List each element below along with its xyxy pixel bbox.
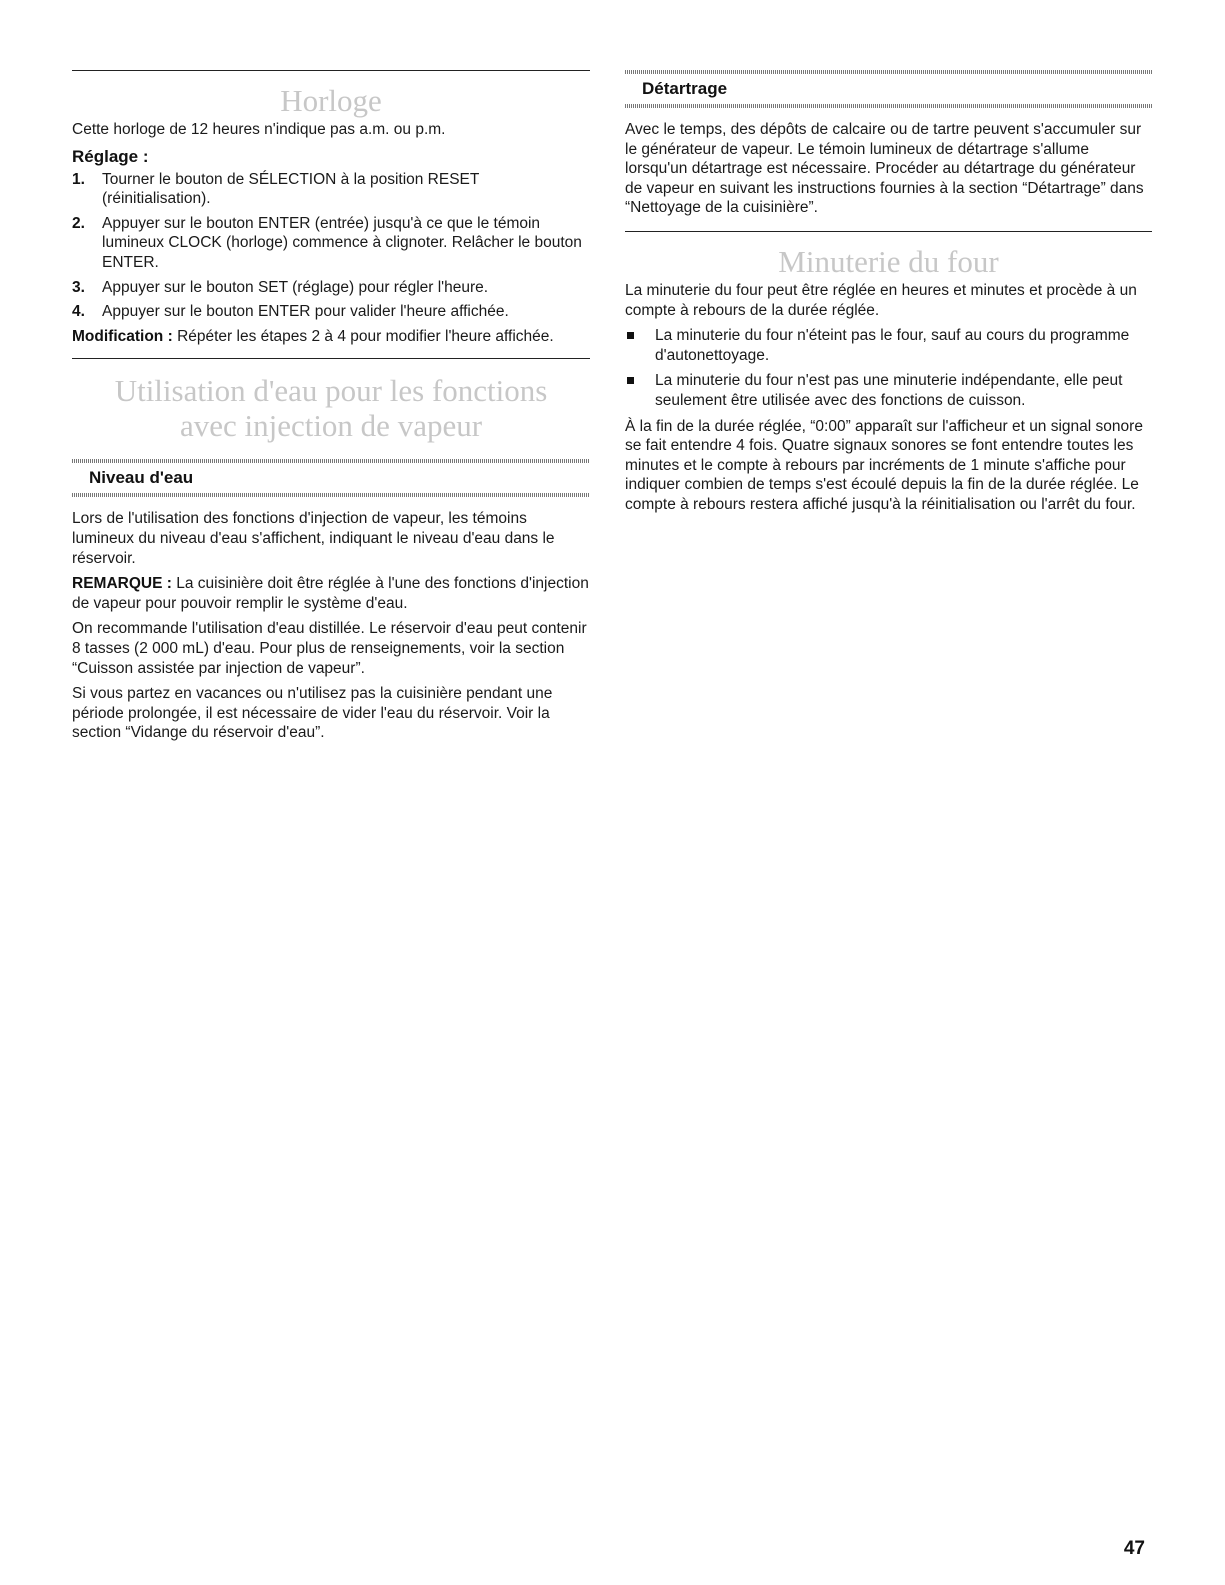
minuterie-bullets [625, 326, 1152, 410]
horloge-title: Horloge [280, 83, 382, 118]
remarque-text: La cuisinière doit être réglée à l'une des fonctions d'injection de vapeur pour pouvoir remplir le système d'eau. [72, 575, 589, 612]
modification-text: Répéter les étapes 2 à 4 pour modifier l'heure affichée. [177, 327, 554, 345]
section-divider [72, 70, 590, 71]
step-item [72, 302, 590, 322]
detartrage-heading: Détartrage [642, 79, 728, 98]
detartrage-paragraph: Avec le temps, des dépôts de calcaire ou de tartre peuvent s'accumuler sur le générateur de vapeur. Le témoin lumineux de détartrage s'allume lorsqu'un détartrage est nécessaire. Procéder au détartrage du générateur de vapeur en suivant les instructions fournies à la section “Détartrage” dans “Nettoyage de la cuisinière”. [625, 121, 1144, 217]
niveau-paragraph: Lors de l'utilisation des fonctions d'injection de vapeur, les témoins lumineux du niveau d'eau s'affichent, indiquant le niveau d'eau dans le réservoir. [72, 510, 555, 567]
left-column [72, 70, 590, 743]
modification-paragraph [72, 327, 590, 347]
distilled-water-paragraph: On recommande l'utilisation d'eau distillée. Le réservoir d'eau peut contenir 8 tasses (2 000 mL) d'eau. Pour plus de renseignements, voir la section “Cuisson assistée par injection de vapeur”. [72, 620, 587, 677]
bullet-text: La minuterie du four n'éteint pas le four, sauf au cours du programme d'autonettoyage. [655, 327, 1130, 364]
niveau-eau-heading: Niveau d'eau [89, 468, 194, 488]
step-item [72, 214, 590, 273]
right-column [625, 70, 1152, 515]
step-text: Appuyer sur le bouton SET (réglage) pour régler l'heure. [102, 278, 489, 296]
step-number: 4. [72, 303, 85, 321]
bullet-text: La minuterie du four n'est pas une minuterie indépendante, elle peut seulement être utilisée avec des fonctions de cuisson. [655, 372, 1123, 409]
remarque-label: REMARQUE : [72, 575, 172, 593]
step-text: Appuyer sur le bouton ENTER (entrée) jusqu'à ce que le témoin lumineux CLOCK (horloge) commence à clignoter. Relâcher le bouton ENTER. [102, 214, 582, 271]
section-divider [625, 231, 1152, 232]
bullet-item [625, 371, 1152, 410]
reglage-label: Réglage : [72, 146, 149, 166]
step-number: 3. [72, 278, 85, 296]
modification-label: Modification : [72, 327, 173, 345]
step-number: 1. [72, 170, 85, 188]
step-number: 2. [72, 214, 85, 232]
bullet-square-icon [627, 332, 634, 339]
remarque-paragraph [72, 574, 590, 613]
step-item [72, 170, 590, 209]
hatched-rule [72, 493, 590, 497]
minuterie-title: Minuterie du four [778, 243, 999, 279]
utilisation-title: Utilisation d'eau pour les fonctions avec injection de vapeur [114, 373, 548, 444]
minuterie-intro: La minuterie du four peut être réglée en heures et minutes et procède à un compte à rebours de la durée réglée. [625, 281, 1137, 319]
page-number: 47 [1123, 1538, 1145, 1559]
horloge-intro: Cette horloge de 12 heures n'indique pas a.m. ou p.m. [72, 121, 446, 138]
section-divider [72, 358, 590, 359]
step-text: Tourner le bouton de SÉLECTION à la position RESET (réinitialisation). [102, 170, 480, 208]
step-item [72, 278, 590, 298]
reglage-steps [72, 170, 590, 322]
minuterie-final-paragraph: À la fin de la durée réglée, “0:00” apparaît sur l'afficheur et un signal sonore se fait entendre 4 fois. Quatre signaux sonores se font entendre toutes les minutes et le compte à rebours par incréments de 1 minute s'affiche pour indiquer combien de temps s'est écoulé depuis la fin de la durée réglée. Le compte à rebours restera affiché jusqu'à la réinitialisation ou l'arrêt du four. [625, 417, 1143, 513]
vacation-paragraph: Si vous partez en vacances ou n'utilisez pas la cuisinière pendant une période prolongée, il est nécessaire de vider l'eau du réservoir. Voir la section “Vidange du réservoir d'eau”. [72, 685, 553, 742]
bullet-item [625, 326, 1152, 365]
hatched-rule [625, 104, 1152, 108]
bullet-square-icon [627, 377, 634, 384]
step-text: Appuyer sur le bouton ENTER pour valider l'heure affichée. [102, 303, 509, 321]
